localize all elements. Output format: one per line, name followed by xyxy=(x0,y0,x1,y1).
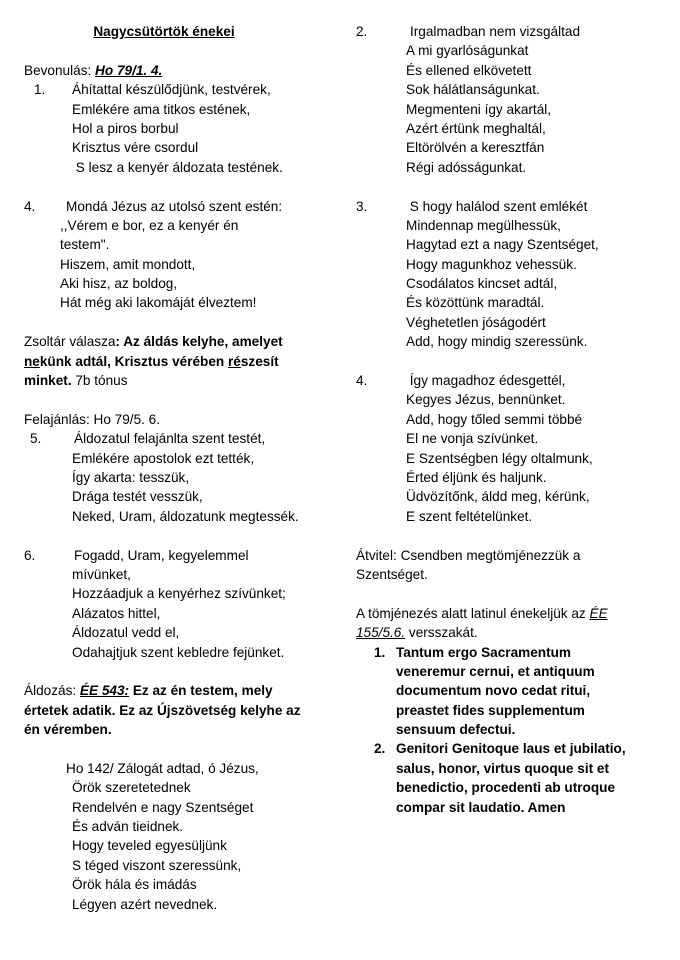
stanza-line: Érted éljünk és haljunk. xyxy=(406,469,547,485)
entrance-stanza-1 xyxy=(24,80,324,177)
hymn-line: Rendelvén e nagy Szentséget xyxy=(72,799,254,815)
stanza-line: Azért értünk meghaltál, xyxy=(406,120,546,136)
latin-line: sensuum defectui. xyxy=(396,722,516,738)
hymn-142 xyxy=(24,759,324,914)
latin-verse-2 xyxy=(356,739,656,817)
latin-line: benedictio, procedenti ab utroque xyxy=(396,780,616,796)
right-column xyxy=(356,22,656,817)
transfer: Átvitel: Csendben megtömjénezzük a Szentséget. xyxy=(356,547,581,582)
hymn-line: Légyen azért nevednek. xyxy=(72,896,218,912)
stanza-line: Mindennap megülhessük, xyxy=(406,217,561,233)
stanza-line: E Szentségben légy oltalmunk, xyxy=(406,450,593,466)
stanza-number: 4. xyxy=(24,198,36,214)
stanza-line: Drága testét vesszük, xyxy=(72,489,203,505)
stanza-number: 1. xyxy=(34,82,46,98)
entrance-heading xyxy=(24,61,324,80)
stanza-line: Irgalmadban nem vizsgáltad xyxy=(410,24,581,39)
list-number: 2. xyxy=(374,741,386,757)
hymn-line: És adván tieidnek. xyxy=(72,819,184,835)
stanza-line: Emlékére apostolok ezt tették, xyxy=(72,450,255,466)
stanza-line: Add, hogy tőled semmi többé xyxy=(406,411,583,427)
stanza-line: Hogy magunkhoz vehessük. xyxy=(406,256,577,272)
stanza-line: Régi adósságunkat. xyxy=(406,159,527,175)
stanza-line: Sok hálátlanságunkat. xyxy=(406,82,540,98)
communion-label: Áldozás: xyxy=(24,683,80,699)
psalm-tone: 7b tónus xyxy=(71,373,128,389)
stanza-line: Hagytad ezt a nagy Szentséget, xyxy=(406,237,599,253)
offertory-stanza-5 xyxy=(24,429,324,526)
latin-line: documentum novo cedat ritui, xyxy=(396,683,591,699)
stanza-line: Áldozatul vedd el, xyxy=(72,625,180,641)
offertory-stanza-6 xyxy=(24,546,324,662)
communion-ref: ÉE 543: xyxy=(79,683,130,699)
list-number: 1. xyxy=(374,644,386,660)
hymn-line: Örök szeretetednek xyxy=(72,780,191,796)
stanza-line: Véghetetlen jóságodért xyxy=(406,314,546,330)
stanza-line: Mondá Jézus az utolsó szent estén: xyxy=(66,198,283,214)
latin-line: Genitori Genitoque laus et jubilatio, xyxy=(396,741,626,757)
latin-line: veneremur cernui, et antiquum xyxy=(396,663,595,679)
stanza-line: Aki hisz, az boldog, xyxy=(60,276,178,292)
stanza-number: 4. xyxy=(356,373,368,389)
stanza-line: Áldozatul felajánlta szent testét, xyxy=(74,431,266,447)
psalm-label: Zsoltár válasza xyxy=(24,334,116,350)
left-column xyxy=(24,0,324,914)
incense-note: A tömjénezés alatt latinul énekeljük az ÉE 155/5.6. versszakát. xyxy=(356,605,608,641)
latin-line: Tantum ergo Sacramentum xyxy=(396,644,571,660)
stanza-line: E szent feltételünket. xyxy=(406,508,533,524)
stanza-line: Add, hogy mindig szeressünk. xyxy=(406,334,588,350)
stanza-line: Így magadhoz édesgettél, xyxy=(406,373,566,389)
entrance-ref: Ho 79/1. 4. xyxy=(95,62,163,78)
stanza-line: Neked, Uram, áldozatunk megtessék. xyxy=(72,508,299,524)
latin-line: salus, honor, virtus quoque sit et xyxy=(396,760,609,776)
stanza-line: Hiszem, amit mondott, xyxy=(60,256,196,272)
stanza-line: Megmenteni így akartál, xyxy=(406,101,552,117)
hymn-line: Hogy teveled egyesüljünk xyxy=(72,838,227,854)
stanza-line: Hozzáadjuk a kenyérhez szívünket; xyxy=(72,586,286,602)
stanza-number: 6. xyxy=(24,547,36,563)
stanza-line: mívünket, xyxy=(72,566,131,582)
latin-verse-1 xyxy=(356,643,656,740)
stanza-number: 2. xyxy=(356,24,368,39)
stanza-line: El ne vonja szívünket. xyxy=(406,431,539,447)
stanza-line: S hogy halálod szent emlékét xyxy=(406,198,588,214)
stanza-line: Fogadd, Uram, kegyelemmel xyxy=(74,547,249,563)
hymn-line: Örök hála és imádás xyxy=(72,877,197,893)
incense-ref: ÉE xyxy=(589,605,608,621)
stanza-line: Kegyes Jézus, bennünket. xyxy=(406,392,566,408)
entrance-stanza-4 xyxy=(24,197,324,313)
stanza-line: Így akarta: tesszük, xyxy=(72,470,190,485)
stanza-line: Áhítattal készülődjünk, testvérek, xyxy=(72,82,271,98)
stanza-line: Krisztus vére csordul xyxy=(72,140,199,156)
stanza-number: 5. xyxy=(30,431,42,447)
stanza-line: ,,Vérem e bor, ez a kenyér én xyxy=(60,217,239,233)
stanza-line: És közöttünk maradtál. xyxy=(406,295,545,311)
right-stanza-4 xyxy=(356,371,656,526)
page-title: Nagycsütörtök énekei xyxy=(93,24,235,39)
stanza-line: Odahajtjuk szent kebledre fejünket. xyxy=(72,644,285,660)
right-stanza-2 xyxy=(356,22,656,177)
stanza-line: testem". xyxy=(60,237,110,253)
hymn-line: S téged viszont szeressünk, xyxy=(72,857,242,873)
stanza-line: Emlékére ama titkos estének, xyxy=(72,101,251,117)
hymn-line: Ho 142/ Zálogát adtad, ó Jézus, xyxy=(66,760,259,776)
stanza-line: S lesz a kenyér áldozata testének. xyxy=(72,159,283,175)
offertory-heading: Felajánlás: Ho 79/5. 6. xyxy=(24,411,161,427)
stanza-line: Eltörölvén a keresztfán xyxy=(406,140,545,156)
stanza-line: Hát még aki lakomáját élveztem! xyxy=(60,295,257,311)
stanza-line: A mi gyarlóságunkat xyxy=(406,43,529,59)
communion: Áldozás: ÉE 543: Ez az én testem, mely értetek adatik. Ez az Újszövetség kelyhe az én véremben. xyxy=(24,683,301,738)
entrance-label: Bevonulás: xyxy=(24,62,96,78)
psalm-response: Zsoltár válasza: Az áldás kelyhe, amelyet nekünk adtál, Krisztus vérében részesít minket. 7b tónus xyxy=(24,334,287,389)
stanza-line: Alázatos hittel, xyxy=(72,605,161,621)
latin-line: preastet fides supplementum xyxy=(396,702,585,718)
stanza-line: És ellened elkövetett xyxy=(406,62,532,78)
right-stanza-3 xyxy=(356,197,656,352)
stanza-line: Hol a piros borbul xyxy=(72,120,179,136)
stanza-line: Csodálatos kincset adtál, xyxy=(406,276,558,292)
latin-line: compar sit laudatio. Amen xyxy=(396,799,566,815)
stanza-line: Üdvözítőnk, áldd meg, kérünk, xyxy=(406,489,590,505)
stanza-number: 3. xyxy=(356,198,368,214)
